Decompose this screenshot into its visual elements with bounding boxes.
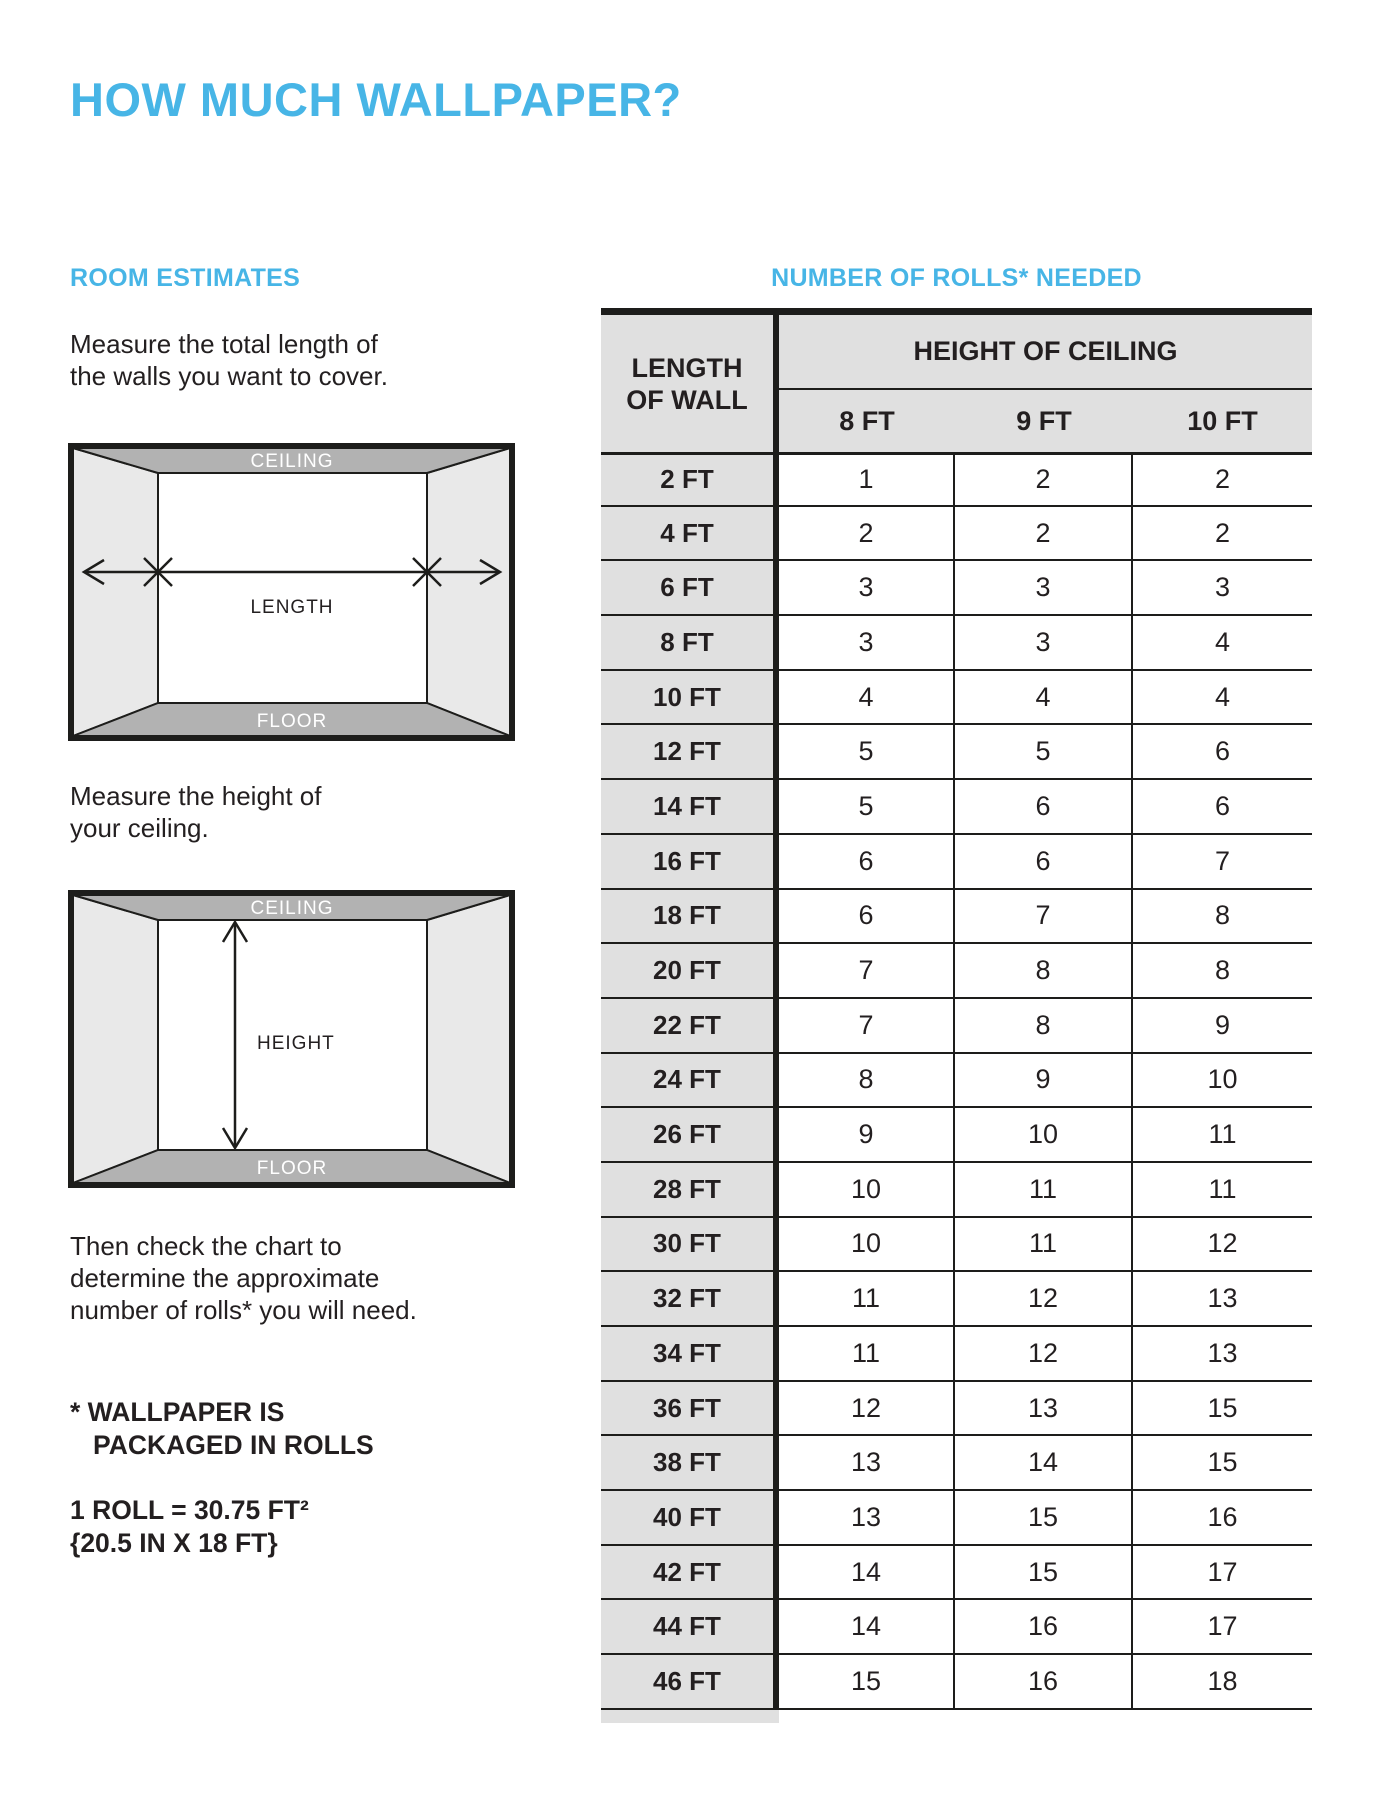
col-header-8ft: 8 FT — [779, 390, 955, 452]
rolls-value: 8 — [779, 1054, 955, 1109]
wall-length-label: 34 FT — [601, 1327, 779, 1382]
rolls-value: 3 — [955, 616, 1133, 671]
wall-length-label: 18 FT — [601, 890, 779, 945]
room-height-diagram-svg — [68, 890, 515, 1188]
instruction-length — [70, 328, 388, 392]
length-of-wall-header — [601, 315, 779, 452]
rolls-value: 6 — [779, 835, 955, 890]
room-length-diagram — [68, 443, 515, 741]
rolls-value: 6 — [1133, 725, 1312, 780]
rolls-value: 15 — [779, 1655, 955, 1710]
rolls-grid — [601, 315, 1312, 1710]
instruction-chart — [70, 1230, 417, 1326]
rolls-value: 8 — [1133, 944, 1312, 999]
rolls-value: 17 — [1133, 1600, 1312, 1655]
table-top-border — [601, 308, 1312, 315]
rolls-value: 16 — [955, 1655, 1133, 1710]
roll-spec-line1: 1 ROLL = 30.75 FT² — [70, 1495, 309, 1525]
rolls-value: 9 — [779, 1108, 955, 1163]
rolls-value: 12 — [955, 1327, 1133, 1382]
roll-spec-line2: {20.5 IN X 18 FT} — [70, 1528, 278, 1558]
rolls-value: 2 — [1133, 507, 1312, 562]
rolls-value: 16 — [955, 1600, 1133, 1655]
col-header-9ft: 9 FT — [955, 390, 1133, 452]
room-height-diagram — [68, 890, 515, 1188]
wall-length-label: 14 FT — [601, 780, 779, 835]
rolls-value: 12 — [955, 1272, 1133, 1327]
wall-length-label: 12 FT — [601, 725, 779, 780]
rolls-value: 3 — [955, 561, 1133, 616]
rolls-value: 4 — [1133, 616, 1312, 671]
rolls-value: 5 — [779, 780, 955, 835]
rolls-value: 15 — [955, 1491, 1133, 1546]
rolls-value: 2 — [955, 452, 1133, 507]
rolls-value: 15 — [1133, 1382, 1312, 1437]
instruction-height-line1: Measure the height of — [70, 781, 322, 811]
rolls-value: 1 — [779, 452, 955, 507]
instruction-height — [70, 780, 322, 844]
rolls-footnote — [70, 1396, 374, 1462]
wall-length-label: 24 FT — [601, 1054, 779, 1109]
floor-label: FLOOR — [256, 711, 328, 732]
wall-length-label: 20 FT — [601, 944, 779, 999]
floor-label: FLOOR — [256, 1158, 328, 1179]
rolls-value: 11 — [779, 1272, 955, 1327]
wall-length-label: 4 FT — [601, 507, 779, 562]
rolls-value: 15 — [955, 1546, 1133, 1601]
rolls-value: 3 — [1133, 561, 1312, 616]
wall-length-label: 42 FT — [601, 1546, 779, 1601]
rolls-value: 2 — [1133, 452, 1312, 507]
rolls-footnote-line1: * WALLPAPER IS — [70, 1397, 285, 1427]
rolls-value: 5 — [779, 725, 955, 780]
rolls-value: 9 — [1133, 999, 1312, 1054]
right-wall — [427, 895, 510, 1183]
rolls-value: 8 — [955, 999, 1133, 1054]
wall-length-label: 36 FT — [601, 1382, 779, 1437]
rolls-value: 12 — [779, 1382, 955, 1437]
rolls-value: 11 — [1133, 1163, 1312, 1218]
instruction-length-line1: Measure the total length of — [70, 329, 378, 359]
right-wall — [427, 448, 510, 736]
rolls-value: 7 — [779, 999, 955, 1054]
rolls-value: 16 — [1133, 1491, 1312, 1546]
rolls-value: 4 — [955, 671, 1133, 726]
height-of-ceiling-header: HEIGHT OF CEILING — [779, 315, 1312, 390]
wall-length-label: 6 FT — [601, 561, 779, 616]
rolls-value: 2 — [779, 507, 955, 562]
rolls-value: 10 — [779, 1163, 955, 1218]
rolls-value: 9 — [955, 1054, 1133, 1109]
wall-length-label: 40 FT — [601, 1491, 779, 1546]
rolls-value: 8 — [955, 944, 1133, 999]
rolls-footnote-line2: PACKAGED IN ROLLS — [93, 1430, 374, 1460]
wall-length-label: 26 FT — [601, 1108, 779, 1163]
rolls-value: 10 — [955, 1108, 1133, 1163]
instruction-chart-line1: Then check the chart to — [70, 1231, 342, 1261]
room-estimates-heading: ROOM ESTIMATES — [70, 264, 301, 292]
rolls-value: 8 — [1133, 890, 1312, 945]
rolls-value: 13 — [1133, 1327, 1312, 1382]
rolls-value: 15 — [1133, 1436, 1312, 1491]
roll-spec — [70, 1494, 309, 1560]
rolls-table — [601, 308, 1312, 1710]
rolls-value: 11 — [779, 1327, 955, 1382]
rolls-value: 7 — [1133, 835, 1312, 890]
rolls-value: 13 — [955, 1382, 1133, 1437]
rolls-value: 13 — [1133, 1272, 1312, 1327]
page-title: HOW MUCH WALLPAPER? — [70, 73, 682, 126]
rolls-value: 10 — [1133, 1054, 1312, 1109]
rolls-value: 17 — [1133, 1546, 1312, 1601]
height-label: HEIGHT — [257, 1033, 335, 1054]
wall-length-label: 46 FT — [601, 1655, 779, 1710]
length-of-wall-header-line1: LENGTH — [631, 352, 743, 383]
rolls-value: 12 — [1133, 1218, 1312, 1273]
instruction-chart-line2: determine the approximate — [70, 1263, 380, 1293]
rolls-value: 2 — [955, 507, 1133, 562]
rolls-value: 13 — [779, 1491, 955, 1546]
rolls-value: 7 — [779, 944, 955, 999]
length-label: LENGTH — [250, 597, 334, 618]
rolls-value: 10 — [779, 1218, 955, 1273]
wall-length-label: 16 FT — [601, 835, 779, 890]
rolls-needed-heading: NUMBER OF ROLLS* NEEDED — [771, 264, 1142, 292]
col-header-10ft: 10 FT — [1133, 390, 1312, 452]
ceiling-label: CEILING — [250, 451, 334, 472]
rolls-value: 6 — [955, 780, 1133, 835]
wall-length-label: 44 FT — [601, 1600, 779, 1655]
wall-length-label: 28 FT — [601, 1163, 779, 1218]
rolls-value: 3 — [779, 561, 955, 616]
rolls-value: 6 — [955, 835, 1133, 890]
room-length-diagram-svg — [68, 443, 515, 741]
length-of-wall-header-line2: OF WALL — [626, 384, 748, 415]
rolls-value: 13 — [779, 1436, 955, 1491]
ceiling-label: CEILING — [250, 898, 334, 919]
wall-length-label: 10 FT — [601, 671, 779, 726]
wall-length-label: 30 FT — [601, 1218, 779, 1273]
table-col1-tail — [601, 1710, 779, 1723]
wall-length-label: 32 FT — [601, 1272, 779, 1327]
rolls-value: 6 — [1133, 780, 1312, 835]
rolls-value: 6 — [779, 890, 955, 945]
rolls-value: 14 — [955, 1436, 1133, 1491]
wall-length-label: 38 FT — [601, 1436, 779, 1491]
left-wall — [73, 448, 158, 736]
rolls-value: 14 — [779, 1546, 955, 1601]
rolls-value: 11 — [955, 1218, 1133, 1273]
rolls-value: 11 — [1133, 1108, 1312, 1163]
instruction-height-line2: your ceiling. — [70, 813, 209, 843]
rolls-value: 18 — [1133, 1655, 1312, 1710]
wall-length-label: 22 FT — [601, 999, 779, 1054]
wall-length-label: 8 FT — [601, 616, 779, 671]
rolls-value: 3 — [779, 616, 955, 671]
rolls-value: 7 — [955, 890, 1133, 945]
wall-length-label: 2 FT — [601, 452, 779, 507]
rolls-value: 11 — [955, 1163, 1133, 1218]
back-wall — [158, 473, 427, 703]
left-wall — [73, 895, 158, 1183]
instruction-chart-line3: number of rolls* you will need. — [70, 1295, 417, 1325]
rolls-value: 5 — [955, 725, 1133, 780]
rolls-value: 14 — [779, 1600, 955, 1655]
rolls-value: 4 — [1133, 671, 1312, 726]
rolls-value: 4 — [779, 671, 955, 726]
instruction-length-line2: the walls you want to cover. — [70, 361, 388, 391]
